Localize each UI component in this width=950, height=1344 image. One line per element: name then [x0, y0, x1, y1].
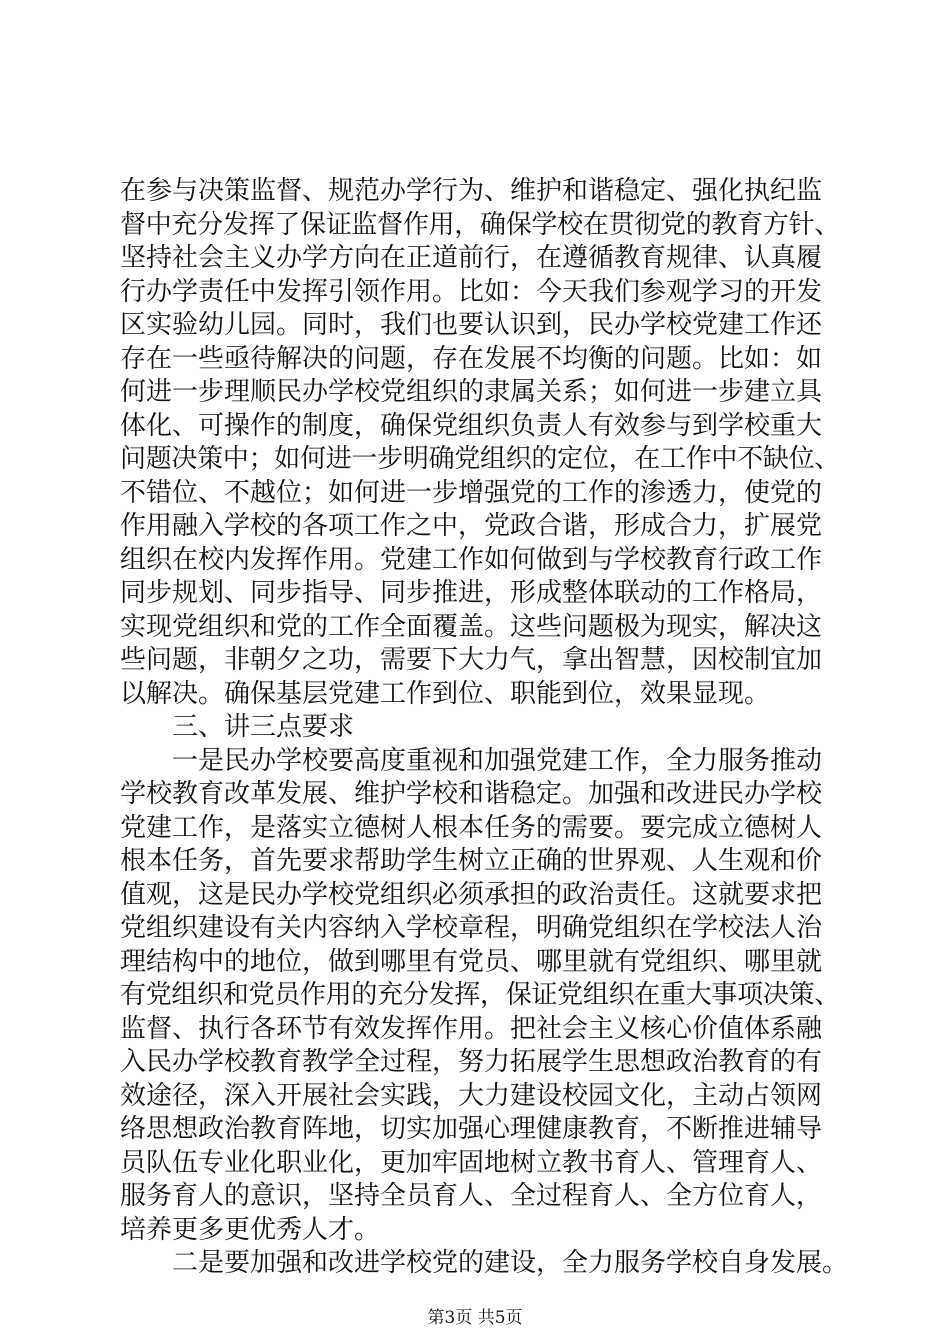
body-line: 监督、执行各环节有效发挥作用。把社会主义核心价值体系融 [120, 1014, 823, 1044]
body-line: 党组织建设有关内容纳入学校章程，明确党组织在学校法人治 [120, 913, 823, 943]
body-line: 实现党组织和党的工作全面覆盖。这些问题极为现实，解决这 [120, 612, 823, 642]
body-line: 以解决。确保基层党建工作到位、职能到位，效果显现。 [120, 679, 771, 709]
body-line: 员队伍专业化职业化，更加牢固地树立教书育人、管理育人、 [120, 1148, 823, 1178]
body-line: 同步规划、同步指导、同步推进，形成整体联动的工作格局， [120, 578, 823, 608]
body-line: 入民办学校教育教学全过程，努力拓展学生思想政治教育的有 [120, 1047, 823, 1077]
body-line: 存在一些亟待解决的问题，存在发展不均衡的问题。比如：如 [120, 344, 823, 374]
body-line: 问题决策中；如何进一步明确党组织的定位，在工作中不缺位、 [120, 444, 841, 474]
body-line: 有党组织和党员作用的充分发挥，保证党组织在重大事项决策、 [120, 980, 841, 1010]
body-line: 坚持社会主义办学方向在正道前行，在遵循教育规律、认真履 [120, 243, 823, 273]
body-line: 服务育人的意识，坚持全员育人、全过程育人、全方位育人， [120, 1181, 823, 1211]
body-line: 不错位、不越位；如何进一步增强党的工作的渗透力，使党的 [120, 478, 823, 508]
paragraph-first-line: 二是要加强和改进学校党的建设，全力服务学校自身发展。 [172, 1248, 849, 1278]
body-line: 培养更多更优秀人才。 [120, 1215, 381, 1245]
body-line: 督中充分发挥了保证监督作用，确保学校在贯彻党的教育方针、 [120, 210, 841, 240]
body-line: 何进一步理顺民办学校党组织的隶属关系；如何进一步建立具 [120, 377, 823, 407]
body-line: 体化、可操作的制度，确保党组织负责人有效参与到学校重大 [120, 411, 823, 441]
body-line: 组织在校内发挥作用。党建工作如何做到与学校教育行政工作 [120, 545, 823, 575]
body-line: 在参与决策监督、规范办学行为、维护和谐稳定、强化执纪监 [120, 176, 823, 206]
body-line: 络思想政治教育阵地，切实加强心理健康教育，不断推进辅导 [120, 1114, 823, 1144]
body-line: 理结构中的地位，做到哪里有党员、哪里就有党组织、哪里就 [120, 947, 823, 977]
body-line: 区实验幼儿园。同时，我们也要认识到，民办学校党建工作还 [120, 310, 823, 340]
body-line: 行办学责任中发挥引领作用。比如：今天我们参观学习的开发 [120, 277, 823, 307]
paragraph-first-line: 一是民办学校要高度重视和加强党建工作，全力服务推动 [172, 746, 823, 776]
body-line: 值观，这是民办学校党组织必须承担的政治责任。这就要求把 [120, 880, 823, 910]
body-line: 根本任务，首先要求帮助学生树立正确的世界观、人生观和价 [120, 846, 823, 876]
body-line: 党建工作，是落实立德树人根本任务的需要。要完成立德树人 [120, 813, 823, 843]
body-line: 效途径，深入开展社会实践，大力建设校园文化，主动占领网 [120, 1081, 823, 1111]
body-line: 学校教育改革发展、维护学校和谐稳定。加强和改进民办学校 [120, 779, 823, 809]
page-footer: 第3页 共5页 [427, 1308, 523, 1328]
body-line: 作用融入学校的各项工作之中，党政合谐，形成合力，扩展党 [120, 511, 823, 541]
body-line: 些问题，非朝夕之功，需要下大力气，拿出智慧，因校制宜加 [120, 645, 823, 675]
section-heading: 三、讲三点要求 [172, 712, 355, 742]
